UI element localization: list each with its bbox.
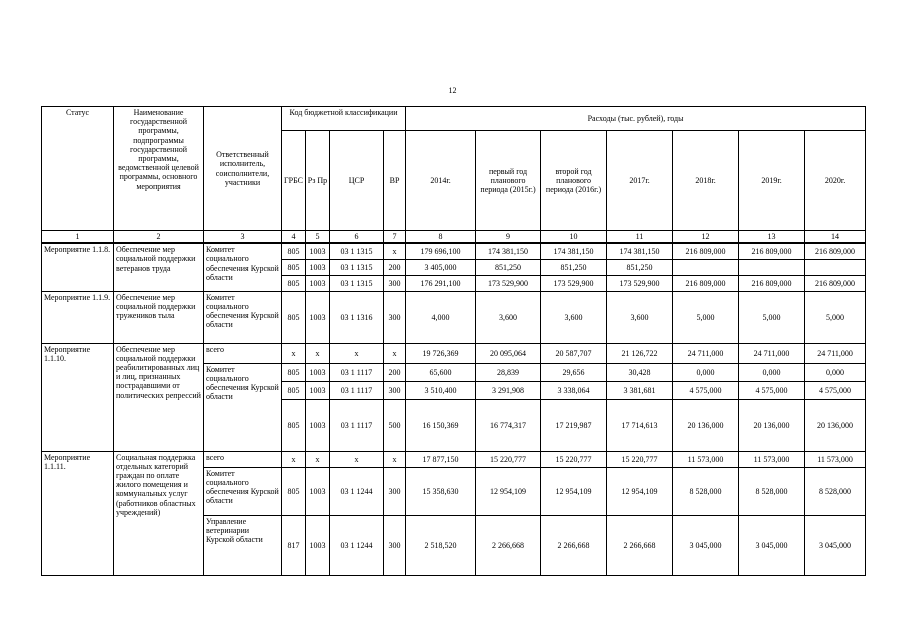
page-number: 12 <box>448 86 457 95</box>
value-2016: 29,656 <box>541 363 607 381</box>
status-cell: Мероприятие 1.1.9. <box>42 291 114 343</box>
csr-cell: 03 1 1315 <box>330 275 384 291</box>
responsible-cell: Управление ветеринарии Курской области <box>204 515 282 575</box>
value-2020: 3 045,000 <box>805 515 866 575</box>
value-2017: 17 714,613 <box>607 399 673 451</box>
vr-cell: 300 <box>384 515 406 575</box>
value-2016: 173 529,900 <box>541 275 607 291</box>
value-2014: 3 510,400 <box>406 381 476 399</box>
value-2019: 11 573,000 <box>739 451 805 467</box>
value-2018: 11 573,000 <box>673 451 739 467</box>
csr-cell: 03 1 1117 <box>330 381 384 399</box>
vr-cell: х <box>384 451 406 467</box>
value-2018: 20 136,000 <box>673 399 739 451</box>
value-2020: 11 573,000 <box>805 451 866 467</box>
value-2019: 0,000 <box>739 363 805 381</box>
vr-cell: 300 <box>384 381 406 399</box>
grbs-cell: 805 <box>282 363 306 381</box>
value-2015: 173 529,900 <box>476 275 541 291</box>
column-number: 12 <box>673 231 739 244</box>
grbs-cell: 805 <box>282 467 306 515</box>
column-number: 9 <box>476 231 541 244</box>
column-number: 4 <box>282 231 306 244</box>
header-rzpr: Рз Пр <box>306 131 330 231</box>
value-2015: 2 266,668 <box>476 515 541 575</box>
rzpr-cell: х <box>306 343 330 363</box>
column-number: 14 <box>805 231 866 244</box>
value-2019: 5,000 <box>739 291 805 343</box>
value-2017: 15 220,777 <box>607 451 673 467</box>
value-2016: 2 266,668 <box>541 515 607 575</box>
value-2014: 3 405,000 <box>406 259 476 275</box>
value-2015: 20 095,064 <box>476 343 541 363</box>
value-2015: 12 954,109 <box>476 467 541 515</box>
column-number: 7 <box>384 231 406 244</box>
vr-cell: 300 <box>384 275 406 291</box>
rzpr-cell: 1003 <box>306 381 330 399</box>
rzpr-cell: х <box>306 451 330 467</box>
value-2015: 3 291,908 <box>476 381 541 399</box>
name-cell: Обеспечение мер социальной поддержки реабилитированных лиц и лиц, признанных пострадавшими от политических репрессий <box>114 343 204 451</box>
column-number: 13 <box>739 231 805 244</box>
table-row <box>42 243 866 259</box>
rzpr-cell: 1003 <box>306 259 330 275</box>
responsible-all-cell: всего <box>204 343 282 363</box>
table-row <box>42 291 866 343</box>
column-numbers-row <box>42 231 866 244</box>
header-responsible: Ответственный исполнитель, соисполнители, участники <box>204 107 282 231</box>
budget-table <box>41 106 866 576</box>
csr-cell: 03 1 1244 <box>330 515 384 575</box>
csr-cell: 03 1 1117 <box>330 363 384 381</box>
header-2018: 2018г. <box>673 131 739 231</box>
value-2014: 17 877,150 <box>406 451 476 467</box>
grbs-cell: 805 <box>282 275 306 291</box>
value-2017: 3,600 <box>607 291 673 343</box>
header-csr: ЦСР <box>330 131 384 231</box>
value-2019: 8 528,000 <box>739 467 805 515</box>
value-2017: 21 126,722 <box>607 343 673 363</box>
value-2019: 216 809,000 <box>739 243 805 259</box>
value-2019 <box>739 259 805 275</box>
value-2014: 19 726,369 <box>406 343 476 363</box>
value-2016: 3,600 <box>541 291 607 343</box>
value-2016: 15 220,777 <box>541 451 607 467</box>
value-2016: 12 954,109 <box>541 467 607 515</box>
rzpr-cell: 1003 <box>306 363 330 381</box>
header-budget-code: Код бюджетной классификации <box>282 107 406 131</box>
value-2020: 8 528,000 <box>805 467 866 515</box>
header-2014: 2014г. <box>406 131 476 231</box>
value-2018 <box>673 259 739 275</box>
value-2020: 20 136,000 <box>805 399 866 451</box>
value-2020: 24 711,000 <box>805 343 866 363</box>
value-2014: 65,600 <box>406 363 476 381</box>
value-2017: 851,250 <box>607 259 673 275</box>
csr-cell: 03 1 1244 <box>330 467 384 515</box>
grbs-cell: х <box>282 343 306 363</box>
csr-cell: 03 1 1316 <box>330 291 384 343</box>
rzpr-cell: 1003 <box>306 275 330 291</box>
value-2017: 2 266,668 <box>607 515 673 575</box>
header-expenses: Расходы (тыс. рублей), годы <box>406 107 866 131</box>
responsible-cell: Комитет социального обеспечения Курской области <box>204 363 282 451</box>
column-number: 8 <box>406 231 476 244</box>
value-2016: 3 338,064 <box>541 381 607 399</box>
value-2019: 3 045,000 <box>739 515 805 575</box>
value-2020: 216 809,000 <box>805 243 866 259</box>
value-2018: 24 711,000 <box>673 343 739 363</box>
value-2020: 216 809,000 <box>805 275 866 291</box>
value-2016: 17 219,987 <box>541 399 607 451</box>
grbs-cell: 805 <box>282 381 306 399</box>
value-2018: 3 045,000 <box>673 515 739 575</box>
rzpr-cell: 1003 <box>306 515 330 575</box>
status-cell: Мероприятие 1.1.10. <box>42 343 114 451</box>
rzpr-cell: 1003 <box>306 291 330 343</box>
vr-cell: 300 <box>384 291 406 343</box>
vr-cell: 300 <box>384 467 406 515</box>
name-cell: Социальная поддержка отдельных категорий граждан по оплате жилого помещения и коммунальных услуг (работников областных учреждений) <box>114 451 204 575</box>
value-2016: 851,250 <box>541 259 607 275</box>
value-2017: 173 529,900 <box>607 275 673 291</box>
value-2015: 16 774,317 <box>476 399 541 451</box>
status-cell: Мероприятие 1.1.8. <box>42 243 114 291</box>
responsible-cell: Комитет социального обеспечения Курской области <box>204 243 282 291</box>
column-number: 11 <box>607 231 673 244</box>
csr-cell: х <box>330 451 384 467</box>
value-2015: 15 220,777 <box>476 451 541 467</box>
responsible-cell: Комитет социального обеспечения Курской области <box>204 467 282 515</box>
value-2014: 179 696,100 <box>406 243 476 259</box>
value-2017: 174 381,150 <box>607 243 673 259</box>
rzpr-cell: 1003 <box>306 243 330 259</box>
grbs-cell: 805 <box>282 243 306 259</box>
value-2015: 174 381,150 <box>476 243 541 259</box>
vr-cell: х <box>384 243 406 259</box>
header-status: Статус <box>42 107 114 231</box>
value-2016: 20 587,707 <box>541 343 607 363</box>
rzpr-cell: 1003 <box>306 399 330 451</box>
value-2018: 4 575,000 <box>673 381 739 399</box>
csr-cell: 03 1 1117 <box>330 399 384 451</box>
value-2016: 174 381,150 <box>541 243 607 259</box>
column-number: 10 <box>541 231 607 244</box>
value-2018: 8 528,000 <box>673 467 739 515</box>
value-2014: 4,000 <box>406 291 476 343</box>
rzpr-cell: 1003 <box>306 467 330 515</box>
value-2014: 2 518,520 <box>406 515 476 575</box>
responsible-all-cell: всего <box>204 451 282 467</box>
value-2018: 0,000 <box>673 363 739 381</box>
value-2014: 176 291,100 <box>406 275 476 291</box>
status-cell: Мероприятие 1.1.11. <box>42 451 114 575</box>
vr-cell: 500 <box>384 399 406 451</box>
value-2020 <box>805 259 866 275</box>
table-row <box>42 343 866 363</box>
header-2020: 2020г. <box>805 131 866 231</box>
value-2018: 216 809,000 <box>673 275 739 291</box>
header-grbs: ГРБС <box>282 131 306 231</box>
name-cell: Обеспечение мер социальной поддержки ветеранов труда <box>114 243 204 291</box>
value-2015: 851,250 <box>476 259 541 275</box>
value-2014: 15 358,630 <box>406 467 476 515</box>
csr-cell: х <box>330 343 384 363</box>
column-number: 2 <box>114 231 204 244</box>
column-number: 3 <box>204 231 282 244</box>
value-2017: 12 954,109 <box>607 467 673 515</box>
grbs-cell: 805 <box>282 291 306 343</box>
value-2015: 3,600 <box>476 291 541 343</box>
grbs-cell: 805 <box>282 259 306 275</box>
column-number: 6 <box>330 231 384 244</box>
column-number: 5 <box>306 231 330 244</box>
value-2020: 4 575,000 <box>805 381 866 399</box>
header-vr: ВР <box>384 131 406 231</box>
grbs-cell: х <box>282 451 306 467</box>
value-2015: 28,839 <box>476 363 541 381</box>
vr-cell: 200 <box>384 259 406 275</box>
value-2020: 0,000 <box>805 363 866 381</box>
header-2015: первый год планового периода (2015г.) <box>476 131 541 231</box>
value-2020: 5,000 <box>805 291 866 343</box>
value-2018: 216 809,000 <box>673 243 739 259</box>
value-2019: 20 136,000 <box>739 399 805 451</box>
grbs-cell: 805 <box>282 399 306 451</box>
header-name: Наименование государственной программы, подпрограммы государственной программы, ведомственной целевой программы, основного мероприятия <box>114 107 204 231</box>
csr-cell: 03 1 1315 <box>330 243 384 259</box>
table-row <box>42 451 866 467</box>
value-2019: 24 711,000 <box>739 343 805 363</box>
column-number: 1 <box>42 231 114 244</box>
grbs-cell: 817 <box>282 515 306 575</box>
responsible-cell: Комитет социального обеспечения Курской области <box>204 291 282 343</box>
value-2017: 3 381,681 <box>607 381 673 399</box>
value-2017: 30,428 <box>607 363 673 381</box>
header-2019: 2019г. <box>739 131 805 231</box>
value-2018: 5,000 <box>673 291 739 343</box>
value-2019: 4 575,000 <box>739 381 805 399</box>
header-2016: второй год планового периода (2016г.) <box>541 131 607 231</box>
vr-cell: 200 <box>384 363 406 381</box>
name-cell: Обеспечение мер социальной поддержки тружеников тыла <box>114 291 204 343</box>
value-2019: 216 809,000 <box>739 275 805 291</box>
value-2014: 16 150,369 <box>406 399 476 451</box>
header-2017: 2017г. <box>607 131 673 231</box>
csr-cell: 03 1 1315 <box>330 259 384 275</box>
vr-cell: х <box>384 343 406 363</box>
